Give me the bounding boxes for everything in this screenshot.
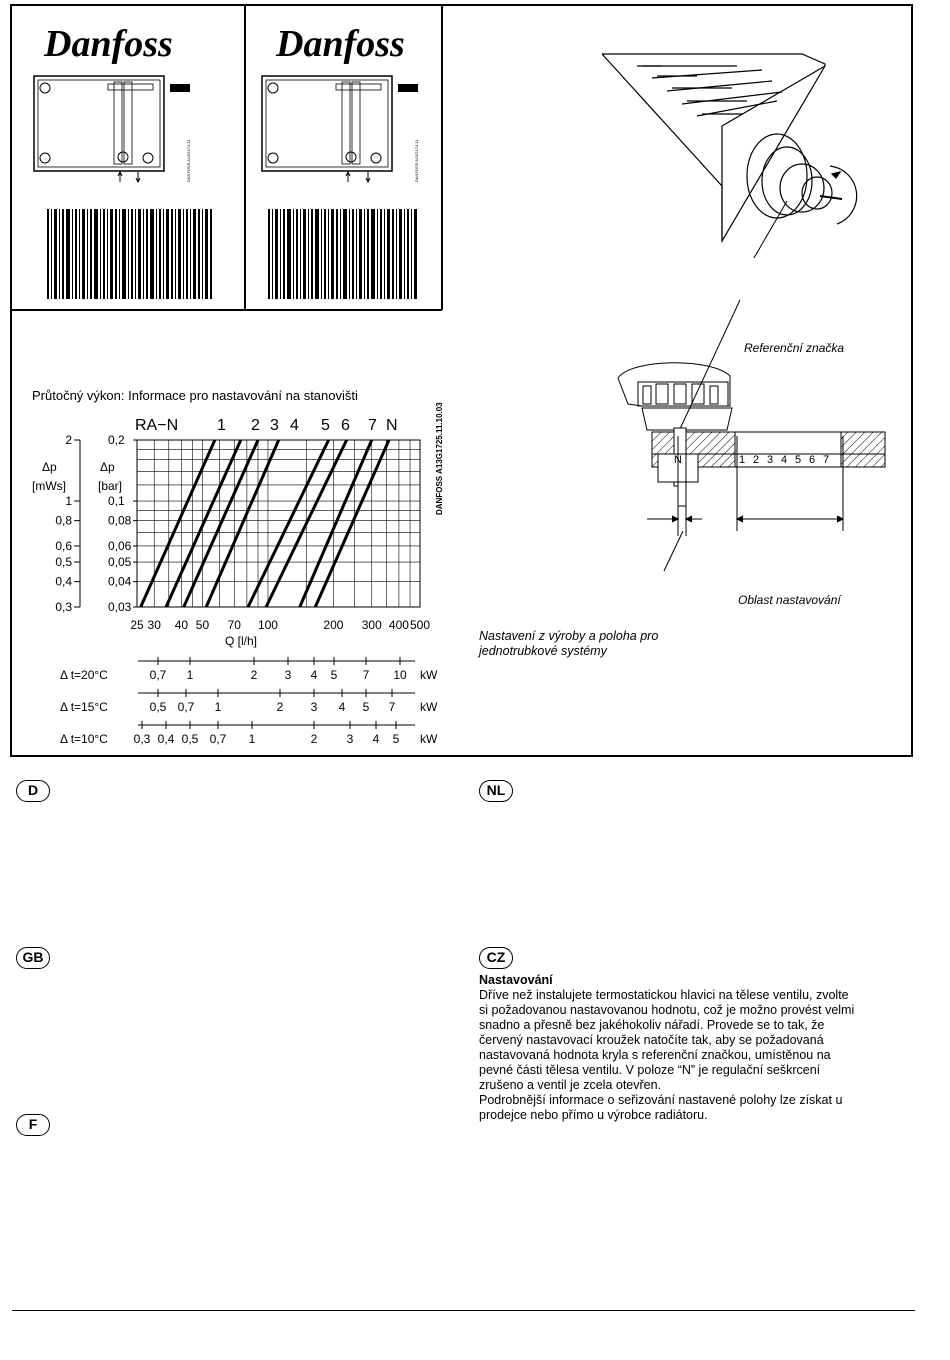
delta-t-value: 2 <box>310 732 318 746</box>
delta-t-value: 1 <box>248 732 256 746</box>
unit-mws: [mWs] <box>32 479 66 493</box>
setting-label-7: 7 <box>368 417 377 434</box>
delta-t-value: 4 <box>372 732 380 746</box>
dp-label-bar: Δp <box>100 460 115 474</box>
delta-t-value: 10 <box>393 668 407 682</box>
y-tick-bar: 0,2 <box>108 433 125 447</box>
footer-rule <box>12 1310 915 1311</box>
section-gb-badge: GB <box>16 947 50 969</box>
y-tick-bar: 0,05 <box>108 555 132 570</box>
x-axis-label: Q [l/h] <box>225 634 258 648</box>
section-cz-badge: CZ <box>479 947 513 969</box>
dp-label-mws: Δp <box>42 460 57 474</box>
delta-t-unit: kW <box>420 700 438 714</box>
scale-mark-4: 4 <box>781 454 788 466</box>
cz-section-body: Dříve než instalujete termostatickou hlavici na tělese ventilu, zvolte si požadovanou nastavovanou hodnotu, což je možno provést velmi snadno a přesně bez jakéhokoliv nářadí. Provede se to tak, že červený nastavovací kroužek natočíte tak, aby se požadovaná nastavovaná hodnota kryla s referenční značkou, umístěnou na pevné části tělesa ventilu. V poloze “N” je regulační seškrcení zrušeno a ventil je zcela otevřen. Podrobnější informace o seřizování nastavené polohy lze získat u prodejce nebo přímo u výrobce radiátoru. <box>479 988 855 1122</box>
x-tick-label: 200 <box>323 618 344 632</box>
valve-technical-drawing <box>442 6 912 607</box>
radiator-label-1 <box>12 4 245 310</box>
label-code-2: DANFOSS A13G174.11 <box>414 139 419 182</box>
reference-mark-label: Referenční značka <box>744 341 845 355</box>
radiator-label-2 <box>246 4 441 310</box>
y-tick-bar: 0,04 <box>108 574 132 589</box>
cz-section-title: Nastavování <box>479 973 553 987</box>
delta-t-value: 3 <box>346 732 354 746</box>
unit-bar: [bar] <box>98 479 123 493</box>
delta-t-value: 3 <box>310 700 318 714</box>
delta-t-unit: kW <box>420 668 438 682</box>
x-tick-label: 50 <box>195 618 210 632</box>
setting-label-RA−N: RA−N <box>135 417 179 434</box>
flow-chart <box>20 400 460 760</box>
delta-t-value: 7 <box>362 668 370 682</box>
x-tick-label: 70 <box>227 618 241 632</box>
section-nl-badge: NL <box>479 780 513 802</box>
y-tick-bar: 0,1 <box>108 494 125 509</box>
barcode-1 <box>47 209 212 299</box>
scale-mark-1: 1 <box>739 454 746 466</box>
scale-mark-7: 7 <box>823 454 830 466</box>
delta-t-value: 1 <box>214 700 222 714</box>
valve-icon <box>170 84 190 92</box>
valve-icon <box>398 84 418 92</box>
side-code: DANFOSS A13G1725.11.10.03 <box>435 402 444 515</box>
scale-mark-5: 5 <box>795 454 802 466</box>
label-code-1: DANFOSS A13G174.11 <box>186 139 191 182</box>
y-tick-mws: 1 <box>65 494 72 509</box>
delta-t-value: 0,4 <box>157 732 175 746</box>
delta-t-label: Δ t=10°C <box>60 732 108 746</box>
delta-t-label: Δ t=20°C <box>60 668 108 682</box>
scale-mark-N: N <box>674 454 682 466</box>
delta-t-scales <box>60 657 438 746</box>
x-tick-label: 100 <box>257 618 278 632</box>
setting-label-N: N <box>386 417 398 434</box>
delta-t-value: 5 <box>392 732 400 746</box>
delta-t-value: 5 <box>362 700 370 714</box>
delta-t-unit: kW <box>420 732 438 746</box>
x-tick-label: 500 <box>409 618 431 632</box>
delta-t-value: 5 <box>330 668 338 682</box>
delta-t-value: 0,5 <box>181 732 199 746</box>
delta-t-value: 0,7 <box>177 700 195 714</box>
chart-title: Průtočný výkon: Informace pro nastavování na stanovišti <box>32 388 358 403</box>
y-axis-ticks <box>55 433 137 614</box>
y-tick-bar: 0,08 <box>108 513 132 528</box>
delta-t-value: 1 <box>186 668 194 682</box>
delta-t-value: 2 <box>276 700 284 714</box>
y-tick-bar: 0,06 <box>108 538 132 553</box>
setting-label-3: 3 <box>270 417 279 434</box>
delta-t-value: 4 <box>338 700 346 714</box>
scale-mark-2: 2 <box>753 454 760 466</box>
y-tick-mws: 0,5 <box>55 555 72 570</box>
scale-mark-3: 3 <box>767 454 774 466</box>
valve-stem <box>678 482 686 506</box>
x-tick-label: 400 <box>388 618 409 632</box>
section-f-badge: F <box>16 1114 50 1136</box>
barcode-2 <box>268 209 417 299</box>
y-tick-mws: 0,3 <box>55 600 72 614</box>
delta-t-value: 0,7 <box>149 668 167 682</box>
delta-t-label: Δ t=15°C <box>60 700 108 714</box>
delta-t-value: 3 <box>284 668 292 682</box>
x-tick-label: 300 <box>361 618 382 632</box>
setting-label-6: 6 <box>341 417 350 434</box>
y-tick-mws: 2 <box>65 433 72 447</box>
setting-range-label: Oblast nastavování <box>738 593 841 607</box>
valve-body <box>747 134 857 224</box>
x-tick-label: 30 <box>147 618 161 632</box>
delta-t-value: 0,5 <box>149 700 167 714</box>
delta-t-value: 4 <box>310 668 318 682</box>
x-tick-label: 40 <box>174 618 189 632</box>
y-tick-bar: 0,03 <box>108 600 132 614</box>
danfoss-logo-2: Danfoss <box>276 23 405 65</box>
valve-section <box>618 363 732 430</box>
x-axis-ticks <box>130 618 430 632</box>
delta-t-value: 2 <box>250 668 258 682</box>
setting-label-2: 2 <box>251 417 260 434</box>
section-d-badge: D <box>16 780 50 802</box>
settings-row <box>135 417 398 434</box>
delta-t-value: 0,3 <box>133 732 151 746</box>
y-tick-mws: 0,8 <box>55 513 72 528</box>
delta-t-value: 7 <box>388 700 396 714</box>
factory-setting-note: Nastavení z výroby a poloha pro jednotrubkové systémy <box>479 629 659 658</box>
x-tick-label: 25 <box>130 618 144 632</box>
setting-label-5: 5 <box>321 417 330 434</box>
scale-mark-6: 6 <box>809 454 816 466</box>
delta-t-value: 0,7 <box>209 732 227 746</box>
danfoss-logo-1: Danfoss <box>44 23 173 65</box>
y-tick-mws: 0,6 <box>55 538 72 553</box>
setting-label-1: 1 <box>217 417 226 434</box>
y-tick-mws: 0,4 <box>55 574 72 589</box>
setting-label-4: 4 <box>290 417 299 434</box>
